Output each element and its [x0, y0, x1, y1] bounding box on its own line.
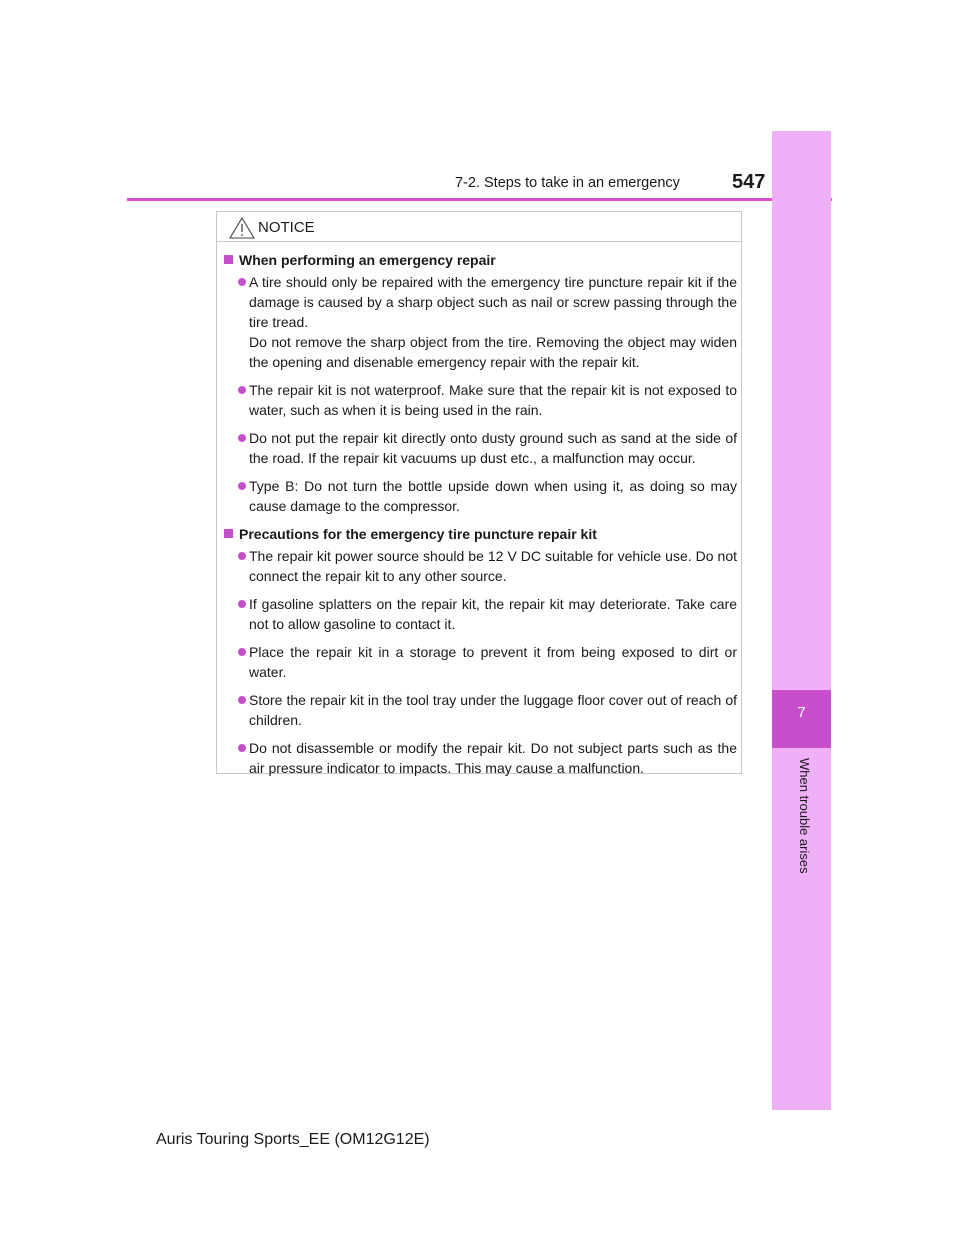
notice-bullet — [221, 272, 739, 372]
notice-bullet — [221, 546, 739, 586]
warning-triangle-icon — [229, 217, 255, 239]
notice-body — [221, 250, 739, 786]
notice-bullet — [221, 380, 739, 420]
notice-box — [216, 211, 742, 774]
notice-bullet-text: Do not put the repair kit directly onto dusty ground such as sand at the side of the road. If the repair kit vacuums up dust etc., a malfunction may occur. — [249, 430, 737, 466]
notice-bullet-text: Do not disassemble or modify the repair kit. Do not subject parts such as the air pressure indicator to impacts. This may cause a malfunction. — [249, 740, 737, 776]
section-title: 7-2. Steps to take in an emergency — [455, 175, 680, 191]
notice-bullet-text: A tire should only be repaired with the emergency tire puncture repair kit if the damage is caused by a sharp object such as nail or screw passing through the tire tread. — [249, 274, 737, 330]
notice-bullet-text: Store the repair kit in the tool tray under the luggage floor cover out of reach of children. — [249, 692, 737, 728]
footer-manual-id: Auris Touring Sports_EE (OM12G12E) — [156, 1131, 430, 1148]
notice-bullet — [221, 690, 739, 730]
notice-header — [217, 212, 741, 242]
chapter-side-tab — [772, 131, 831, 1110]
notice-bullet-text: Do not remove the sharp object from the tire. Removing the object may widen the opening and disenable emergency repair with the repair kit. — [249, 334, 737, 370]
notice-title: NOTICE — [258, 219, 315, 236]
header-rule — [127, 198, 832, 201]
page-number: 547 — [732, 171, 766, 193]
notice-bullet — [221, 428, 739, 468]
notice-bullet — [221, 738, 739, 778]
notice-bullet-text: Place the repair kit in a storage to prevent it from being exposed to dirt or water. — [249, 644, 737, 680]
notice-bullet-text: The repair kit is not waterproof. Make sure that the repair kit is not exposed to water, such as when it is being used in the rain. — [249, 382, 737, 418]
notice-bullet — [221, 476, 739, 516]
notice-bullet-text: If gasoline splatters on the repair kit, the repair kit may deteriorate. Take care not to allow gasoline to contact it. — [249, 596, 737, 632]
chapter-title: When trouble arises — [797, 758, 812, 874]
notice-bullet — [221, 594, 739, 634]
chapter-number: 7 — [797, 704, 806, 721]
notice-group-title: When performing an emergency repair — [221, 250, 739, 270]
notice-bullet — [221, 642, 739, 682]
notice-bullet-text: Type B: Do not turn the bottle upside down when using it, as doing so may cause damage to the compressor. — [249, 478, 737, 514]
notice-bullet-text: The repair kit power source should be 12 V DC suitable for vehicle use. Do not connect the repair kit to any other source. — [249, 548, 737, 584]
notice-group-title: Precautions for the emergency tire puncture repair kit — [221, 524, 739, 544]
